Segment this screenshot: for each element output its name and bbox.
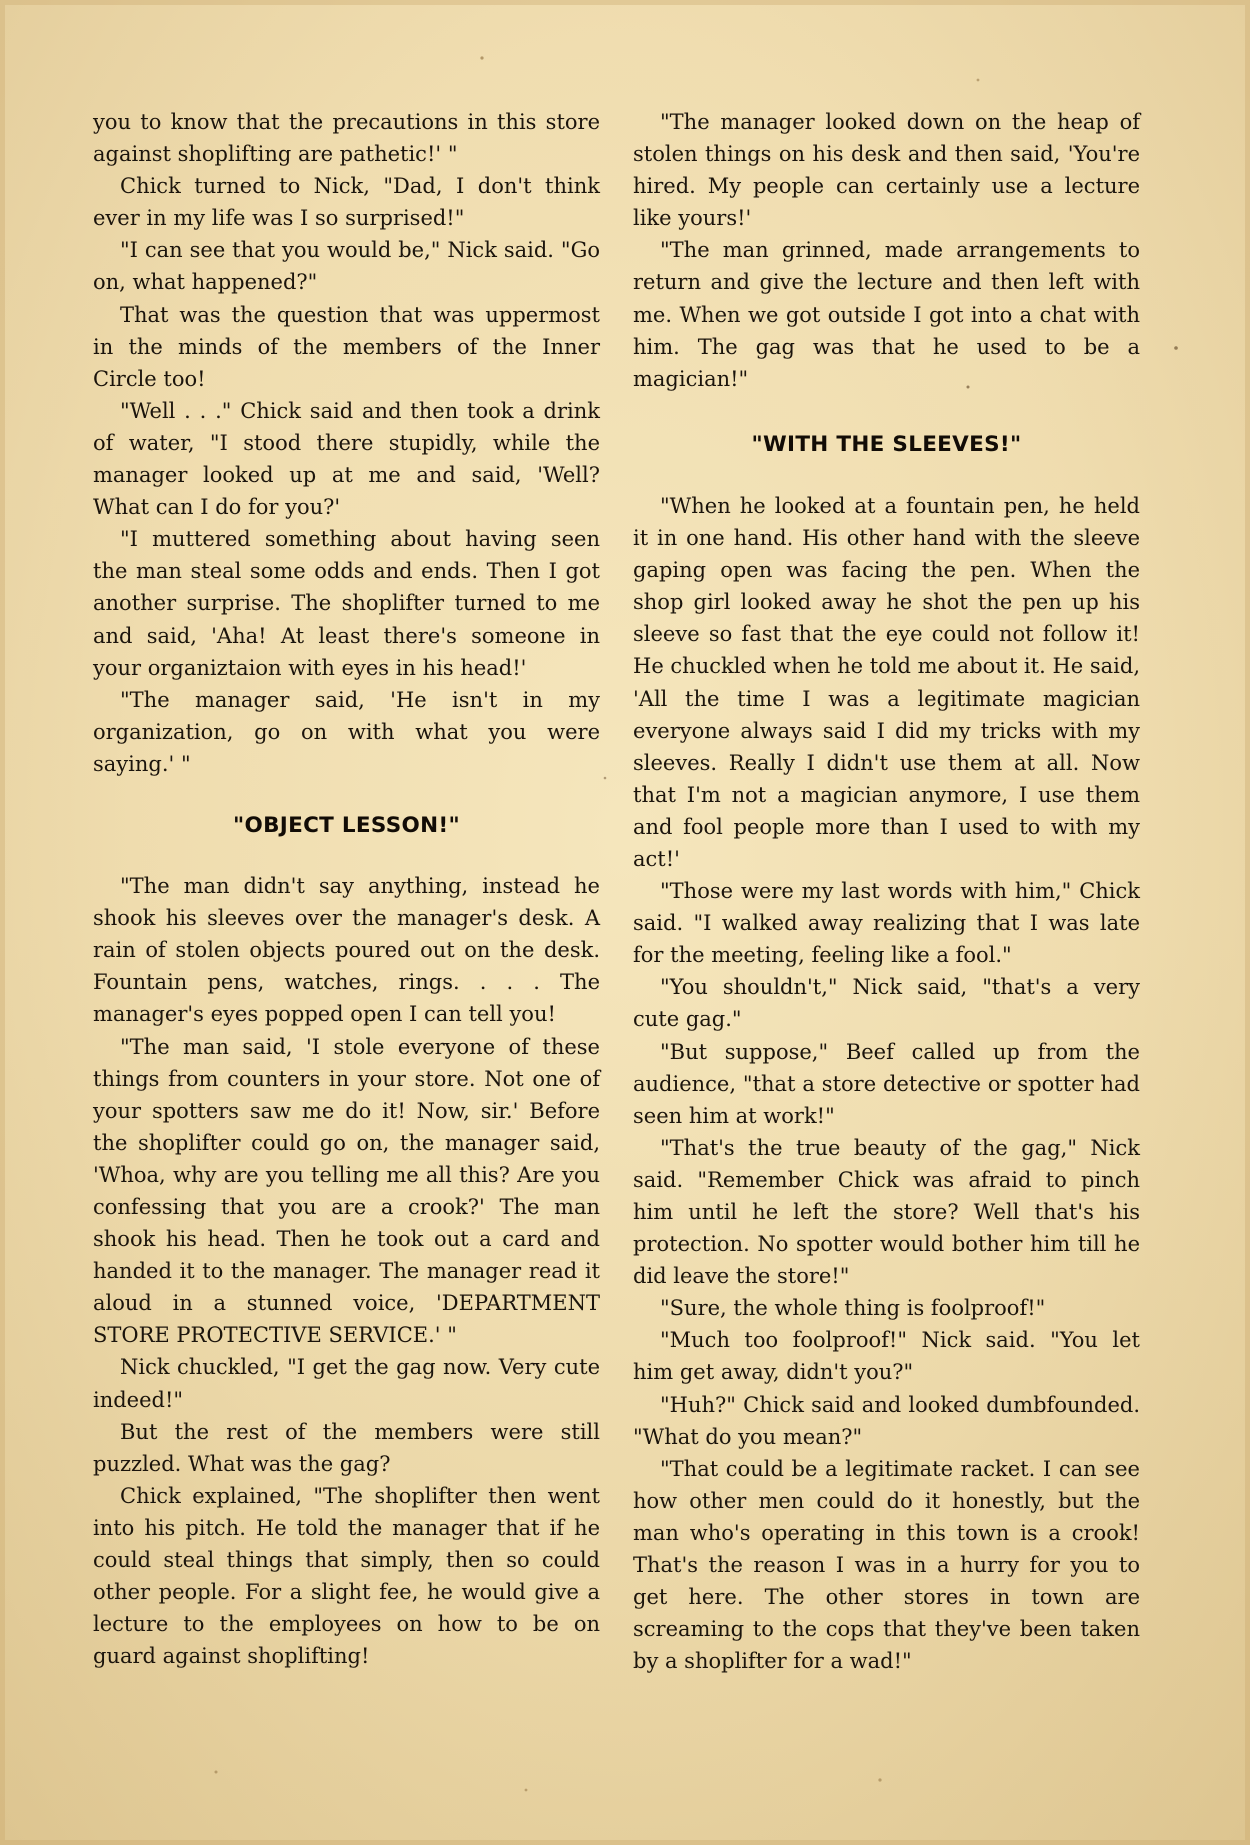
right-column bbox=[633, 106, 1140, 1677]
paragraph: But the rest of the members were still puzzled. What was the gag? bbox=[93, 1419, 600, 1476]
section-heading-with-the-sleeves: "WITH THE SLEEVES!" bbox=[751, 431, 1022, 457]
left-column bbox=[93, 106, 600, 1672]
paragraph: "Well . . ." Chick said and then took a drink of water, "I stood there stupidly, while the manager looked up at me and said, 'Well? What can I do for you?' bbox=[93, 398, 600, 520]
paragraph: "Huh?" Chick said and looked dumbfounded. "What do you mean?" bbox=[633, 1392, 1140, 1449]
paragraph: "When he looked at a fountain pen, he held it in one hand. His other hand with the sleeve gaping open was facing the pen. When the shop girl looked away he shot the pen up his sleeve so fast that the eye could not follow it! He chuckled when he told me about it. He said, 'All the time I was a legitimate magician everyone always said I did my tricks with my sleeves. Really I didn't use them at all. Now that I'm not a magician anymore, I use them and fool people more than I used to with my act!' bbox=[633, 493, 1140, 871]
paragraph: "The man said, 'I stole everyone of these things from counters in your store. Not one of your spotters saw me do it! Now, sir.' Before the shoplifter could go on, the manager said, 'Whoa, why are you telling me all this? Are you confessing that you are a crook?' The man shook his head. Then he took out a card and handed it to the manager. The manager read it aloud in a stunned voice, 'DEPARTMENT STORE PROTECTIVE SERVICE.' " bbox=[93, 1034, 600, 1348]
paragraph: "I muttered something about having seen the man steal some odds and ends. Then I got another surprise. The shoplifter turned to me and said, 'Aha! At least there's someone in your organiztaion with eyes in his head!' bbox=[93, 527, 600, 680]
paragraph: "The manager looked down on the heap of stolen things on his desk and then said, 'You're hired. My people can certainly use a lecture like yours!' bbox=[633, 110, 1140, 231]
paragraph: you to know that the precautions in this store against shoplifting are pathetic!' " bbox=[93, 110, 600, 167]
paragraph: That was the question that was uppermost in the minds of the members of the Inner Circle too! bbox=[93, 302, 600, 391]
paragraph: "The man grinned, made arrangements to return and give the lecture and then left with me. When we got outside I got into a chat with him. The gag was that he used to be a magician!" bbox=[633, 238, 1140, 391]
paragraph: "The manager said, 'He isn't in my organization, go on with what you were saying.' " bbox=[93, 687, 600, 776]
paragraph: "But suppose," Beef called up from the audience, "that a store detective or spotter had seen him at work!" bbox=[633, 1039, 1140, 1128]
paragraph: "The man didn't say anything, instead he shook his sleeves over the manager's desk. A rain of stolen objects poured out on the desk. Fountain pens, watches, rings. . . . The manager's eyes popped open I can tell you! bbox=[93, 874, 600, 1027]
paragraph: Chick turned to Nick, "Dad, I don't think ever in my life was I so surprised!" bbox=[93, 174, 600, 231]
paragraph: "Those were my last words with him," Chick said. "I walked away realizing that I was late for the meeting, feeling like a fool." bbox=[633, 879, 1140, 968]
paragraph: Nick chuckled, "I get the gag now. Very cute indeed!" bbox=[93, 1355, 600, 1412]
paragraph: "That could be a legitimate racket. I can see how other men could do it honestly, but the man who's operating in this town is a crook! That's the reason I was in a hurry for you to get here. The other stores in town are screaming to the cops that they've been taken by a shoplifter for a wad!" bbox=[633, 1456, 1140, 1674]
paragraph: "Much too foolproof!" Nick said. "You let him get away, didn't you?" bbox=[633, 1328, 1140, 1385]
paragraph: "Sure, the whole thing is foolproof!" bbox=[660, 1296, 1046, 1321]
paragraph: "That's the true beauty of the gag," Nick said. "Remember Chick was afraid to pinch him until he left the store? Well that's his protection. No spotter would bother him till he did leave the store!" bbox=[633, 1135, 1140, 1289]
paragraph: "I can see that you would be," Nick said. "Go on, what happened?" bbox=[93, 238, 600, 295]
paragraph: Chick explained, "The shoplifter then went into his pitch. He told the manager that if he could steal things that simply, then so could other people. For a slight fee, he would give a lecture to the employees on how to be on guard against shoplifting! bbox=[93, 1483, 600, 1669]
section-heading-object-lesson: "OBJECT LESSON!" bbox=[233, 812, 460, 838]
paragraph: "You shouldn't," Nick said, "that's a very cute gag." bbox=[633, 975, 1140, 1032]
